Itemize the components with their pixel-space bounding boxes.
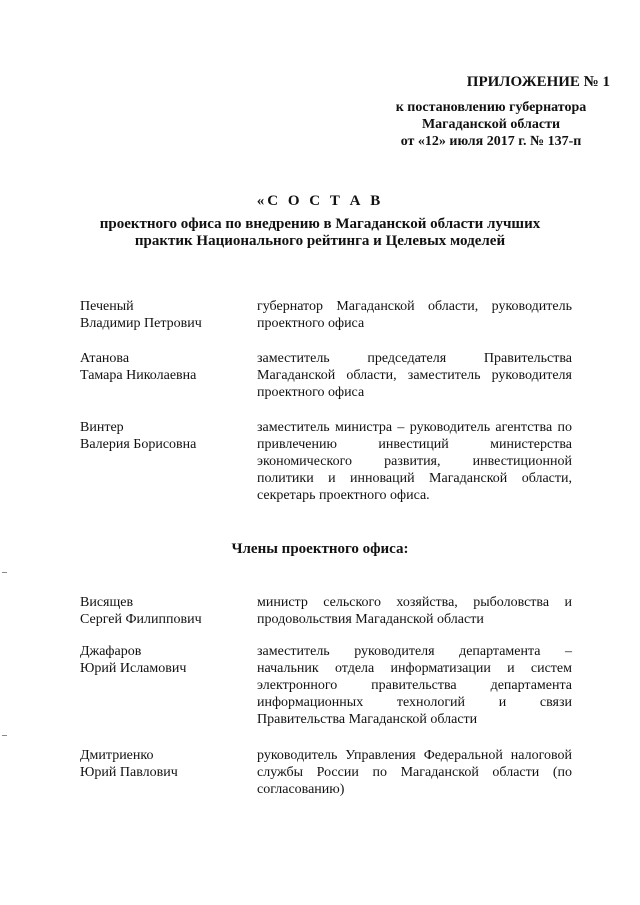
margin-mark: [2, 572, 7, 573]
person-name: [80, 643, 250, 677]
appendix-heading: ПРИЛОЖЕНИЕ № 1: [466, 74, 610, 90]
person-given-name: Владимир Петрович: [80, 316, 202, 331]
person-given-name: Валерия Борисовна: [80, 437, 197, 452]
appendix-line-1: к постановлению губернатора: [395, 100, 587, 115]
person-given-name: Тамара Николаевна: [80, 368, 197, 383]
person-surname: Атанова: [80, 351, 130, 366]
person-given-name: Сергей Филиппович: [80, 612, 202, 627]
margin-mark: [2, 735, 7, 736]
person-surname: Винтер: [80, 420, 124, 435]
person-role: заместитель руководителя департамента – начальник отдела информатизации и систем электронного правительства департамента информационных технологий и связи Правительства Магаданской области: [257, 644, 572, 727]
title-line-2: практик Национального рейтинга и Целевых моделей: [134, 233, 506, 249]
person-role: заместитель министра – руководитель агентства по привлечению инвестиций министерства экономического развития, инвестиционной политики и инноваций Магаданской области, секретарь проектного офиса.: [257, 420, 572, 503]
appendix-block: [310, 74, 610, 150]
members-heading: Члены проектного офиса:: [231, 541, 409, 557]
person-name: [80, 747, 250, 781]
person-given-name: Юрий Павлович: [80, 765, 178, 780]
person-role: министр сельского хозяйства, рыболовства и продовольствия Магаданской области: [257, 595, 572, 627]
title-line-1: проектного офиса по внедрению в Магаданской области лучших: [99, 216, 541, 232]
appendix-line-3: от «12» июля 2017 г. № 137-п: [400, 134, 582, 149]
person-name: [80, 594, 250, 628]
person-surname: Дмитриенко: [80, 748, 154, 763]
person-role: губернатор Магаданской области, руководитель проектного офиса: [257, 299, 572, 331]
person-name: [80, 350, 250, 384]
person-role: руководитель Управления Федеральной налоговой службы России по Магаданской области (по согласованию): [257, 748, 572, 797]
person-name: [80, 419, 250, 453]
person-given-name: Юрий Исламович: [80, 661, 187, 676]
person-role: заместитель председателя Правительства Магаданской области, заместитель руководителя проектного офиса: [257, 351, 572, 400]
title-word: «С О С Т А В: [256, 193, 384, 209]
person-surname: Джафаров: [80, 644, 142, 659]
person-surname: Висящев: [80, 595, 134, 610]
document-title: [60, 193, 580, 250]
person-surname: Печеный: [80, 299, 134, 314]
person-name: [80, 298, 250, 332]
appendix-line-2: Магаданской области: [421, 117, 561, 132]
